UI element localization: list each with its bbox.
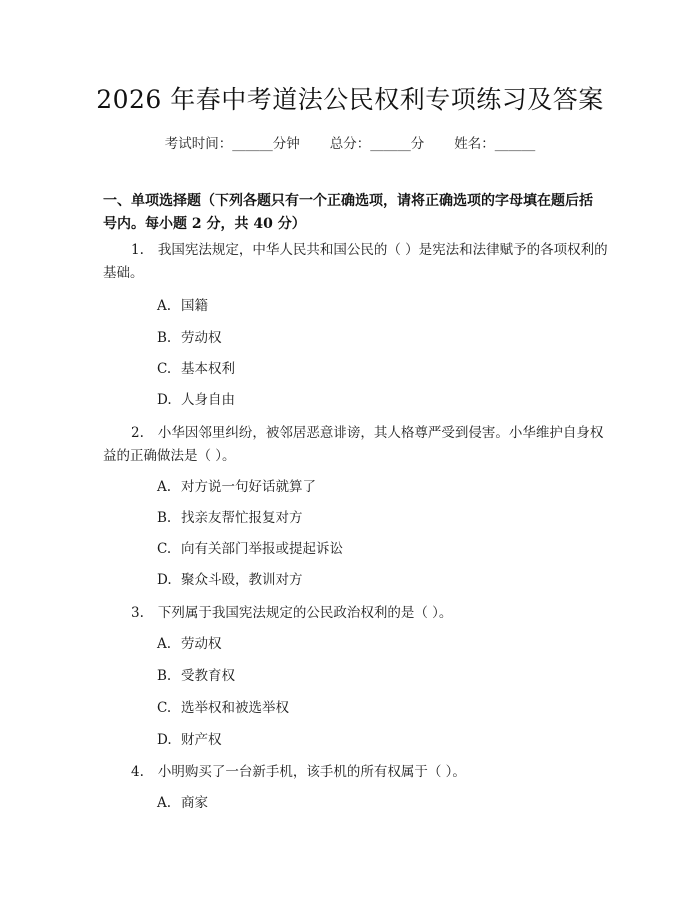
option-1c [157,359,235,379]
option-text: 国籍 [181,298,208,314]
option-letter: B. [157,668,172,684]
option-letter: C. [157,700,172,716]
option-text: 基本权利 [181,361,235,377]
option-2d [157,570,303,590]
option-1b [157,328,222,348]
option-letter: D. [157,732,172,748]
option-text: 人身自由 [181,392,235,408]
option-text: 劳动权 [181,330,222,346]
option-text: 商家 [181,795,208,811]
option-2c [157,539,343,559]
question-text: 小华因邻里纠纷，被邻居恶意诽谤，其人格尊严受到侵害。小华维护自身权益的正确做法是（ ）。 [103,425,604,464]
question-3 [103,602,611,625]
option-letter: C. [157,541,172,557]
option-text: 聚众斗殴，教训对方 [181,572,303,588]
option-2a [157,477,316,497]
option-letter: D. [157,392,172,408]
option-1d [157,390,235,410]
option-letter: A. [157,479,172,495]
question-text: 小明购买了一台新手机，该手机的所有权属于（ ）。 [157,764,466,780]
option-4a [157,793,208,813]
question-1 [103,239,611,285]
option-text: 对方说一句好话就算了 [181,479,316,495]
section-heading: 一、单项选择题（下列各题只有一个正确选项，请将正确选项的字母填在题后括号内。每小题 2 分，共 40 分） [103,193,593,232]
question-text: 我国宪法规定，中华人民共和国公民的（ ）是宪法和法律赋予的各项权利的基础。 [103,242,608,281]
question-text: 下列属于我国宪法规定的公民政治权利的是（ ）。 [157,605,453,621]
question-number: 3. [131,605,144,621]
exam-time-field: 考试时间：______分钟 [164,136,300,152]
question-number: 1. [131,242,144,258]
document-title: 2026 年春中考道法公民权利专项练习及答案 [96,85,604,114]
option-text: 受教育权 [181,668,235,684]
option-1a [157,296,208,316]
option-letter: A. [157,636,172,652]
option-text: 找亲友帮忙报复对方 [181,510,303,526]
question-2 [103,422,611,468]
total-score-field: 总分：______分 [329,136,425,152]
option-letter: D. [157,572,172,588]
option-letter: B. [157,330,172,346]
name-field: 姓名：______ [454,136,536,152]
option-text: 劳动权 [181,636,222,652]
option-3a [157,634,222,654]
option-text: 财产权 [181,732,222,748]
option-letter: A. [157,795,172,811]
option-text: 选举权和被选举权 [181,700,289,716]
option-3c [157,698,289,718]
option-letter: B. [157,510,172,526]
question-number: 2. [131,425,144,441]
option-2b [157,508,303,528]
option-3d [157,730,222,750]
option-text: 向有关部门举报或提起诉讼 [181,541,343,557]
option-3b [157,666,235,686]
option-letter: C. [157,361,172,377]
exam-meta [0,132,700,152]
question-4 [103,761,611,784]
option-letter: A. [157,298,172,314]
question-number: 4. [131,764,144,780]
